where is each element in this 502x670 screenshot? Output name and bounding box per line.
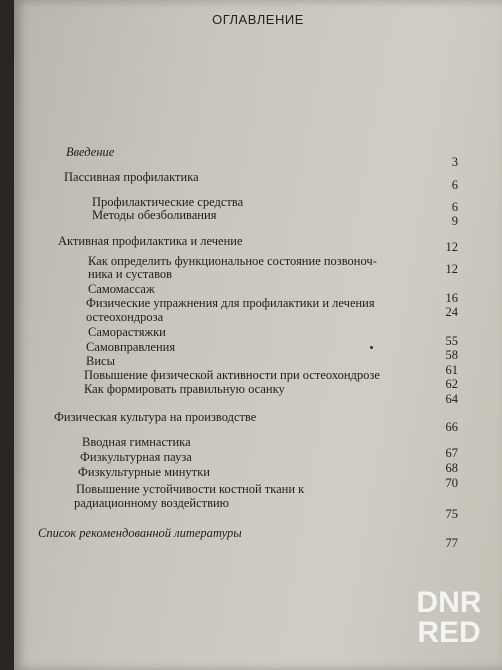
toc-entry-physical-culture: Физическая культура на производстве [54,410,257,424]
toc-entry-functional-state-cont: ника и суставов [88,267,173,281]
watermark-logo [410,588,488,648]
watermark-line-1: DNR [416,586,482,619]
toc-entry-intro-gymnastics: Вводная гимнастика [82,435,191,449]
toc-entry-pause: Физкультурная пауза [80,450,192,464]
page-title: ОГЛАВЛЕНИЕ [212,12,304,27]
toc-page-minutes: 70 [445,476,458,490]
toc-entry-hangs: Висы [86,354,115,368]
toc-page-self-stretching: 55 [445,334,458,348]
toc-page-pain-relief: 9 [451,214,458,228]
toc-page-bone-tissue: 75 [445,507,458,521]
toc-page-references: 77 [445,536,458,550]
toc-page-self-massage: 16 [445,291,458,305]
toc-entry-exercises: Физические упражнения для профилактики и лечения [86,296,375,310]
toc-entry-minutes: Физкультурные минутки [78,465,210,479]
toc-page-posture: 64 [445,392,458,406]
toc-entry-bone-tissue-cont: радиационному воздействию [74,496,230,510]
toc-page-physical-activity: 62 [445,377,458,391]
toc-page-pause: 68 [445,461,458,475]
toc-page-intro-gymnastics: 67 [445,446,458,460]
ink-speck [370,346,373,349]
toc-entry-posture: Как формировать правильную осанку [84,382,285,396]
toc-entry-functional-state: Как определить функциональное состояние позвоноч- [88,254,377,268]
watermark-line-2: RED [417,616,481,649]
toc-page-preventive-means: 6 [451,200,458,214]
toc-entry-self-massage: Самомассаж [88,282,155,296]
toc-page-active-prevention: 12 [445,240,458,254]
toc-page-self-adjustment: 58 [445,348,458,362]
toc-entry-active-prevention: Активная профилактика и лечение [58,234,243,248]
toc-page-functional-state: 12 [445,262,458,276]
toc-entry-self-stretching: Саморастяжки [88,325,166,339]
toc-entry-pain-relief: Методы обезболивания [92,208,217,222]
book-page [14,0,502,670]
toc-entry-bone-tissue: Повышение устойчивости костной ткани к [76,482,305,496]
toc-entry-preventive-means: Профилактические средства [92,195,244,209]
toc-page-introduction: 3 [451,155,458,169]
toc-entry-references: Список рекомендованной литературы [38,526,242,540]
toc-page-passive-prevention: 6 [451,178,458,192]
toc-entry-passive-prevention: Пассивная профилактика [64,170,199,184]
toc-entry-physical-activity: Повышение физической активности при остеохондрозе [84,368,380,382]
toc-entry-self-adjustment: Самовправления [86,340,176,354]
toc-page-physical-culture: 66 [445,420,458,434]
toc-entry-exercises-cont: остеохондроза [86,310,164,324]
toc-page-hangs: 61 [445,363,458,377]
toc-page-exercises: 24 [445,305,458,319]
toc-entry-introduction: Введение [66,145,115,159]
